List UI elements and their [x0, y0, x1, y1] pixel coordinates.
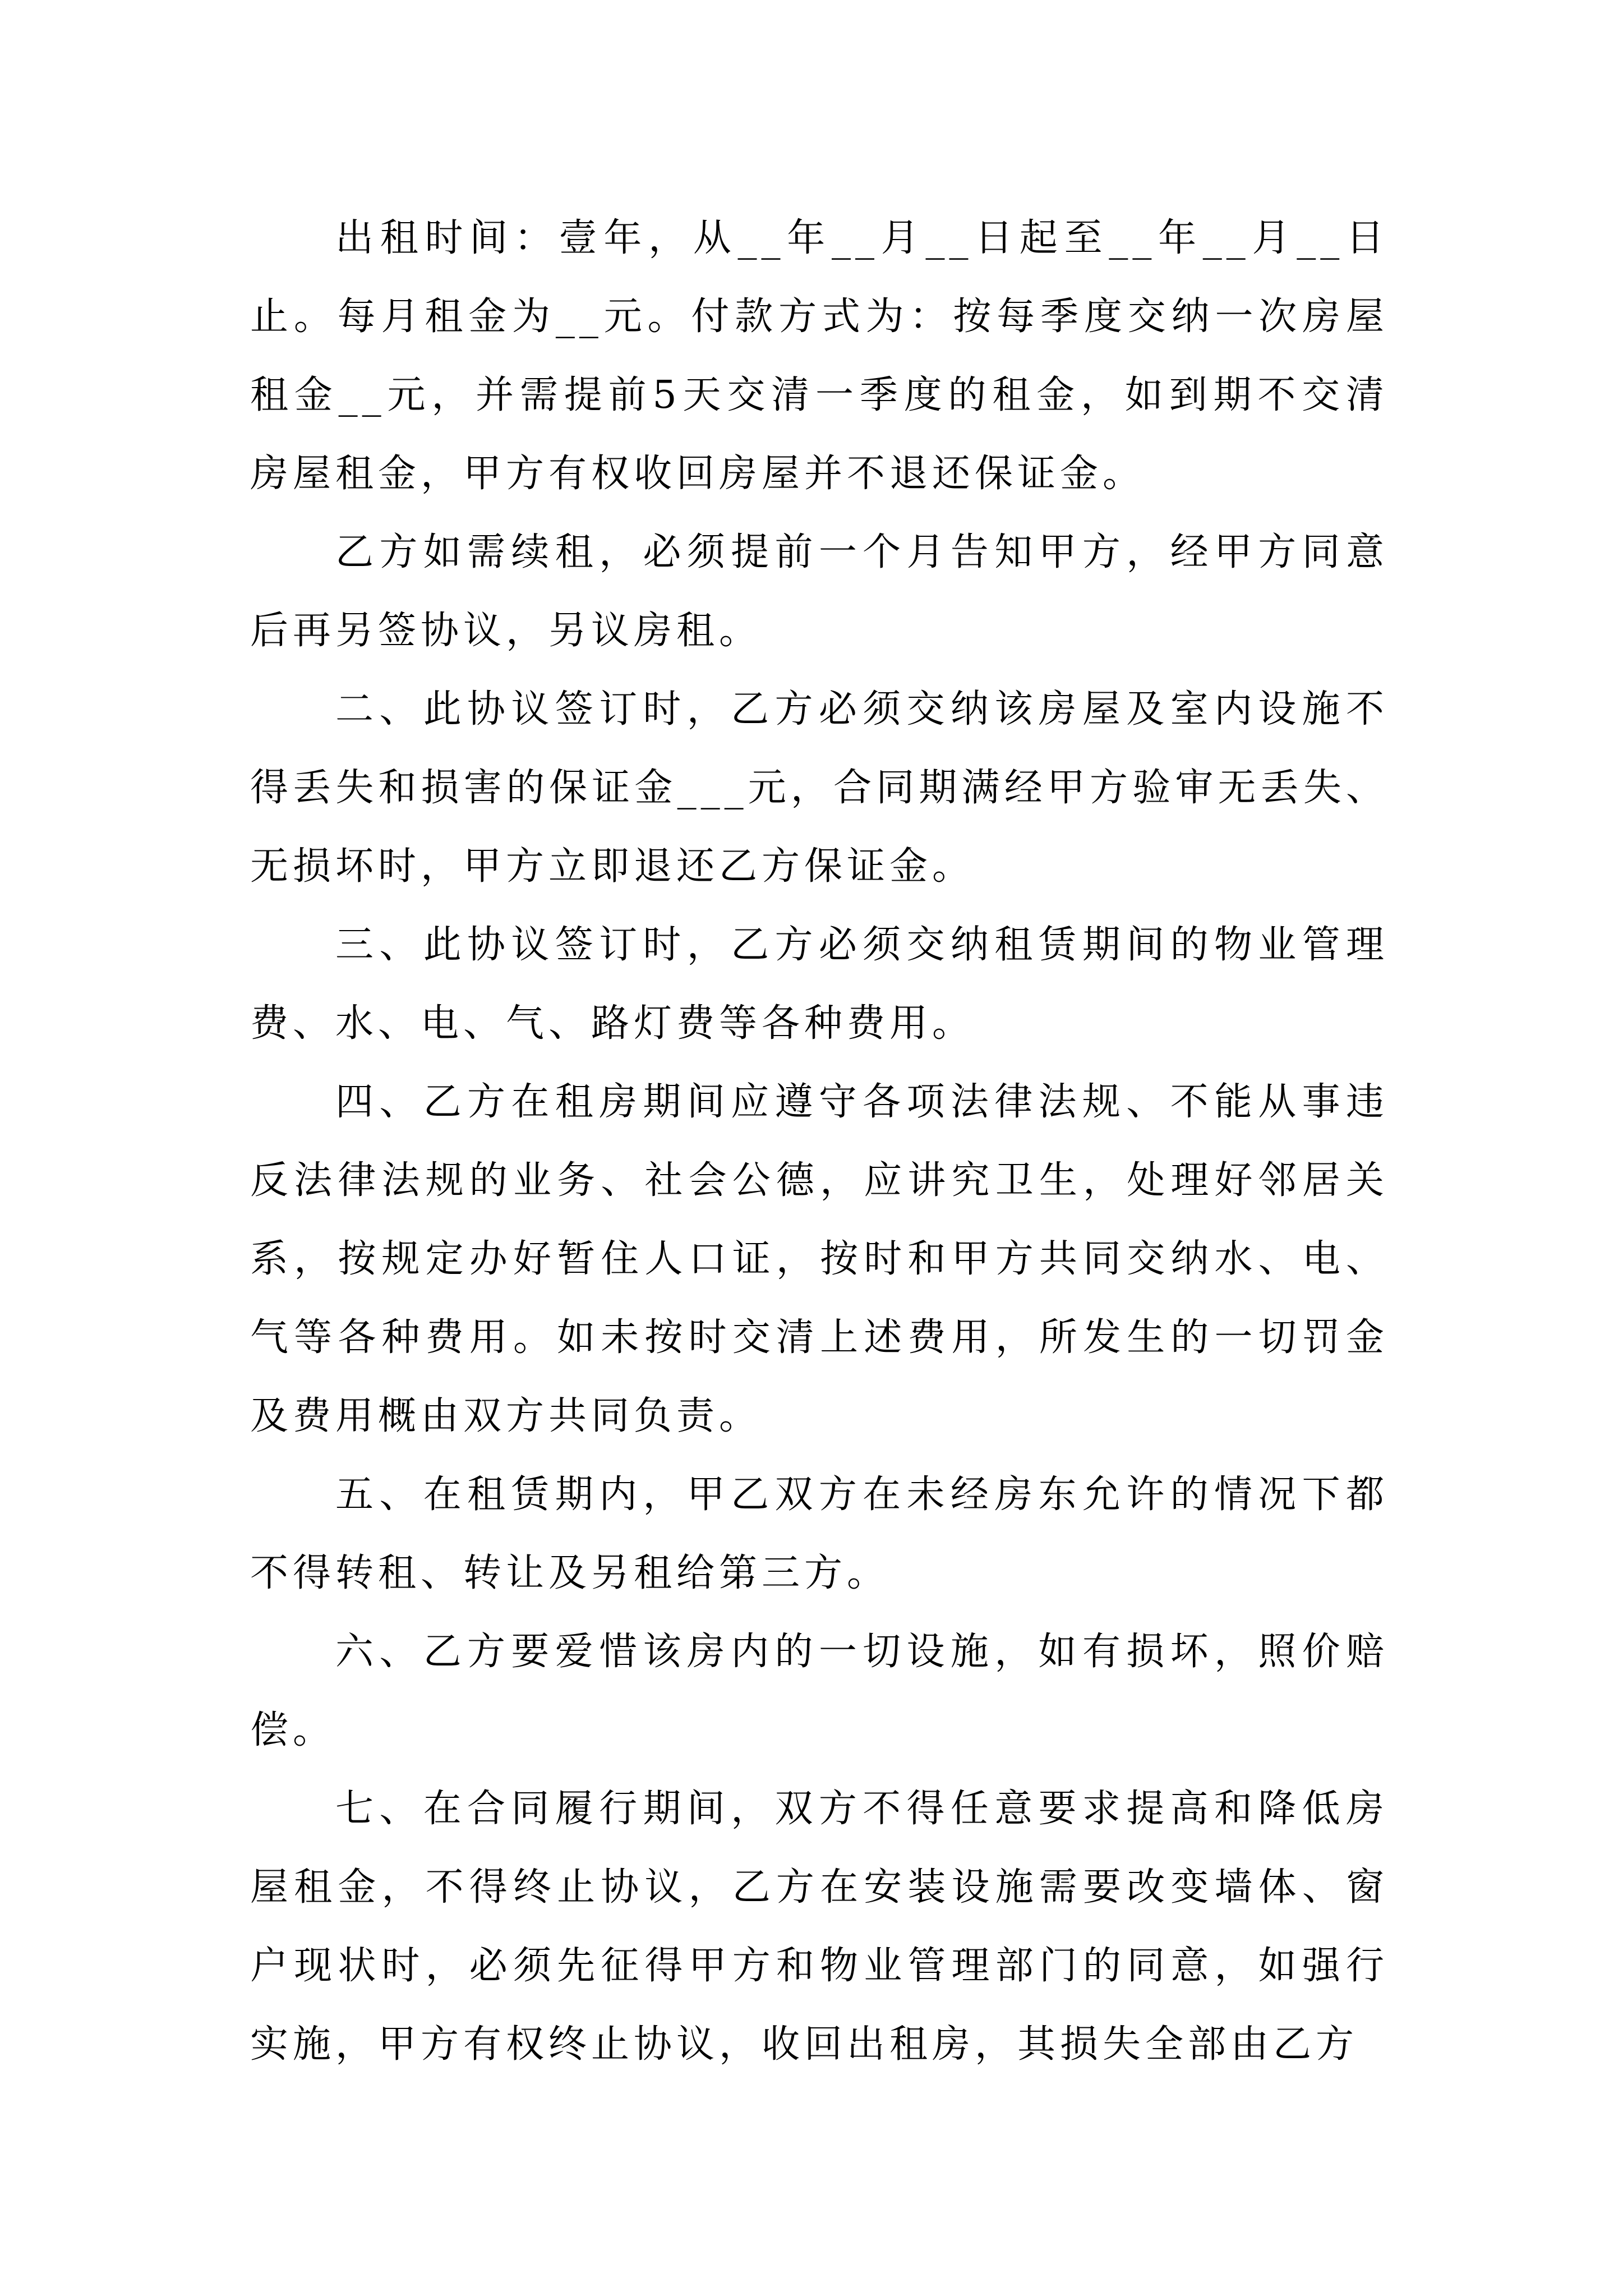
document-body: [250, 199, 1389, 2084]
paragraph-clause-5: 五、在租赁期内，甲乙双方在未经房东允许的情况下都不得转租、转让及另租给第三方。: [250, 1473, 1389, 1595]
paragraph-renewal: 乙方如需续租，必须提前一个月告知甲方，经甲方同意后再另签协议，另议房租。: [250, 530, 1389, 653]
paragraph-clause-3: 三、此协议签订时，乙方必须交纳租赁期间的物业管理费、水、电、气、路灯费等各种费用。: [250, 923, 1389, 1046]
paragraph-rental-term: 出租时间：壹年，从__年__月__日起至__年__月__日止。每月租金为__元。付款方式为：按每季度交纳一次房屋租金__元，并需提前5天交清一季度的租金，如到期不交清房屋租金，甲方有权收回房屋并不退还保证金。: [250, 216, 1389, 496]
paragraph-clause-6: 六、乙方要爱惜该房内的一切设施，如有损坏，照价赔偿。: [250, 1630, 1389, 1752]
paragraph-clause-7: 七、在合同履行期间，双方不得任意要求提高和降低房屋租金，不得终止协议，乙方在安装设施需要改变墙体、窗户现状时，必须先征得甲方和物业管理部门的同意，如强行实施，甲方有权终止协议，收回出租房，其损失全部由乙方: [250, 1787, 1389, 2067]
paragraph-clause-2: 二、此协议签订时，乙方必须交纳该房屋及室内设施不得丢失和损害的保证金___元，合同期满经甲方验审无丢失、无损坏时，甲方立即退还乙方保证金。: [250, 687, 1389, 889]
paragraph-clause-4: 四、乙方在租房期间应遵守各项法律法规、不能从事违反法律法规的业务、社会公德，应讲究卫生，处理好邻居关系，按规定办好暂住人口证，按时和甲方共同交纳水、电、气等各种费用。如未按时交清上述费用，所发生的一切罚金及费用概由双方共同负责。: [250, 1080, 1389, 1438]
